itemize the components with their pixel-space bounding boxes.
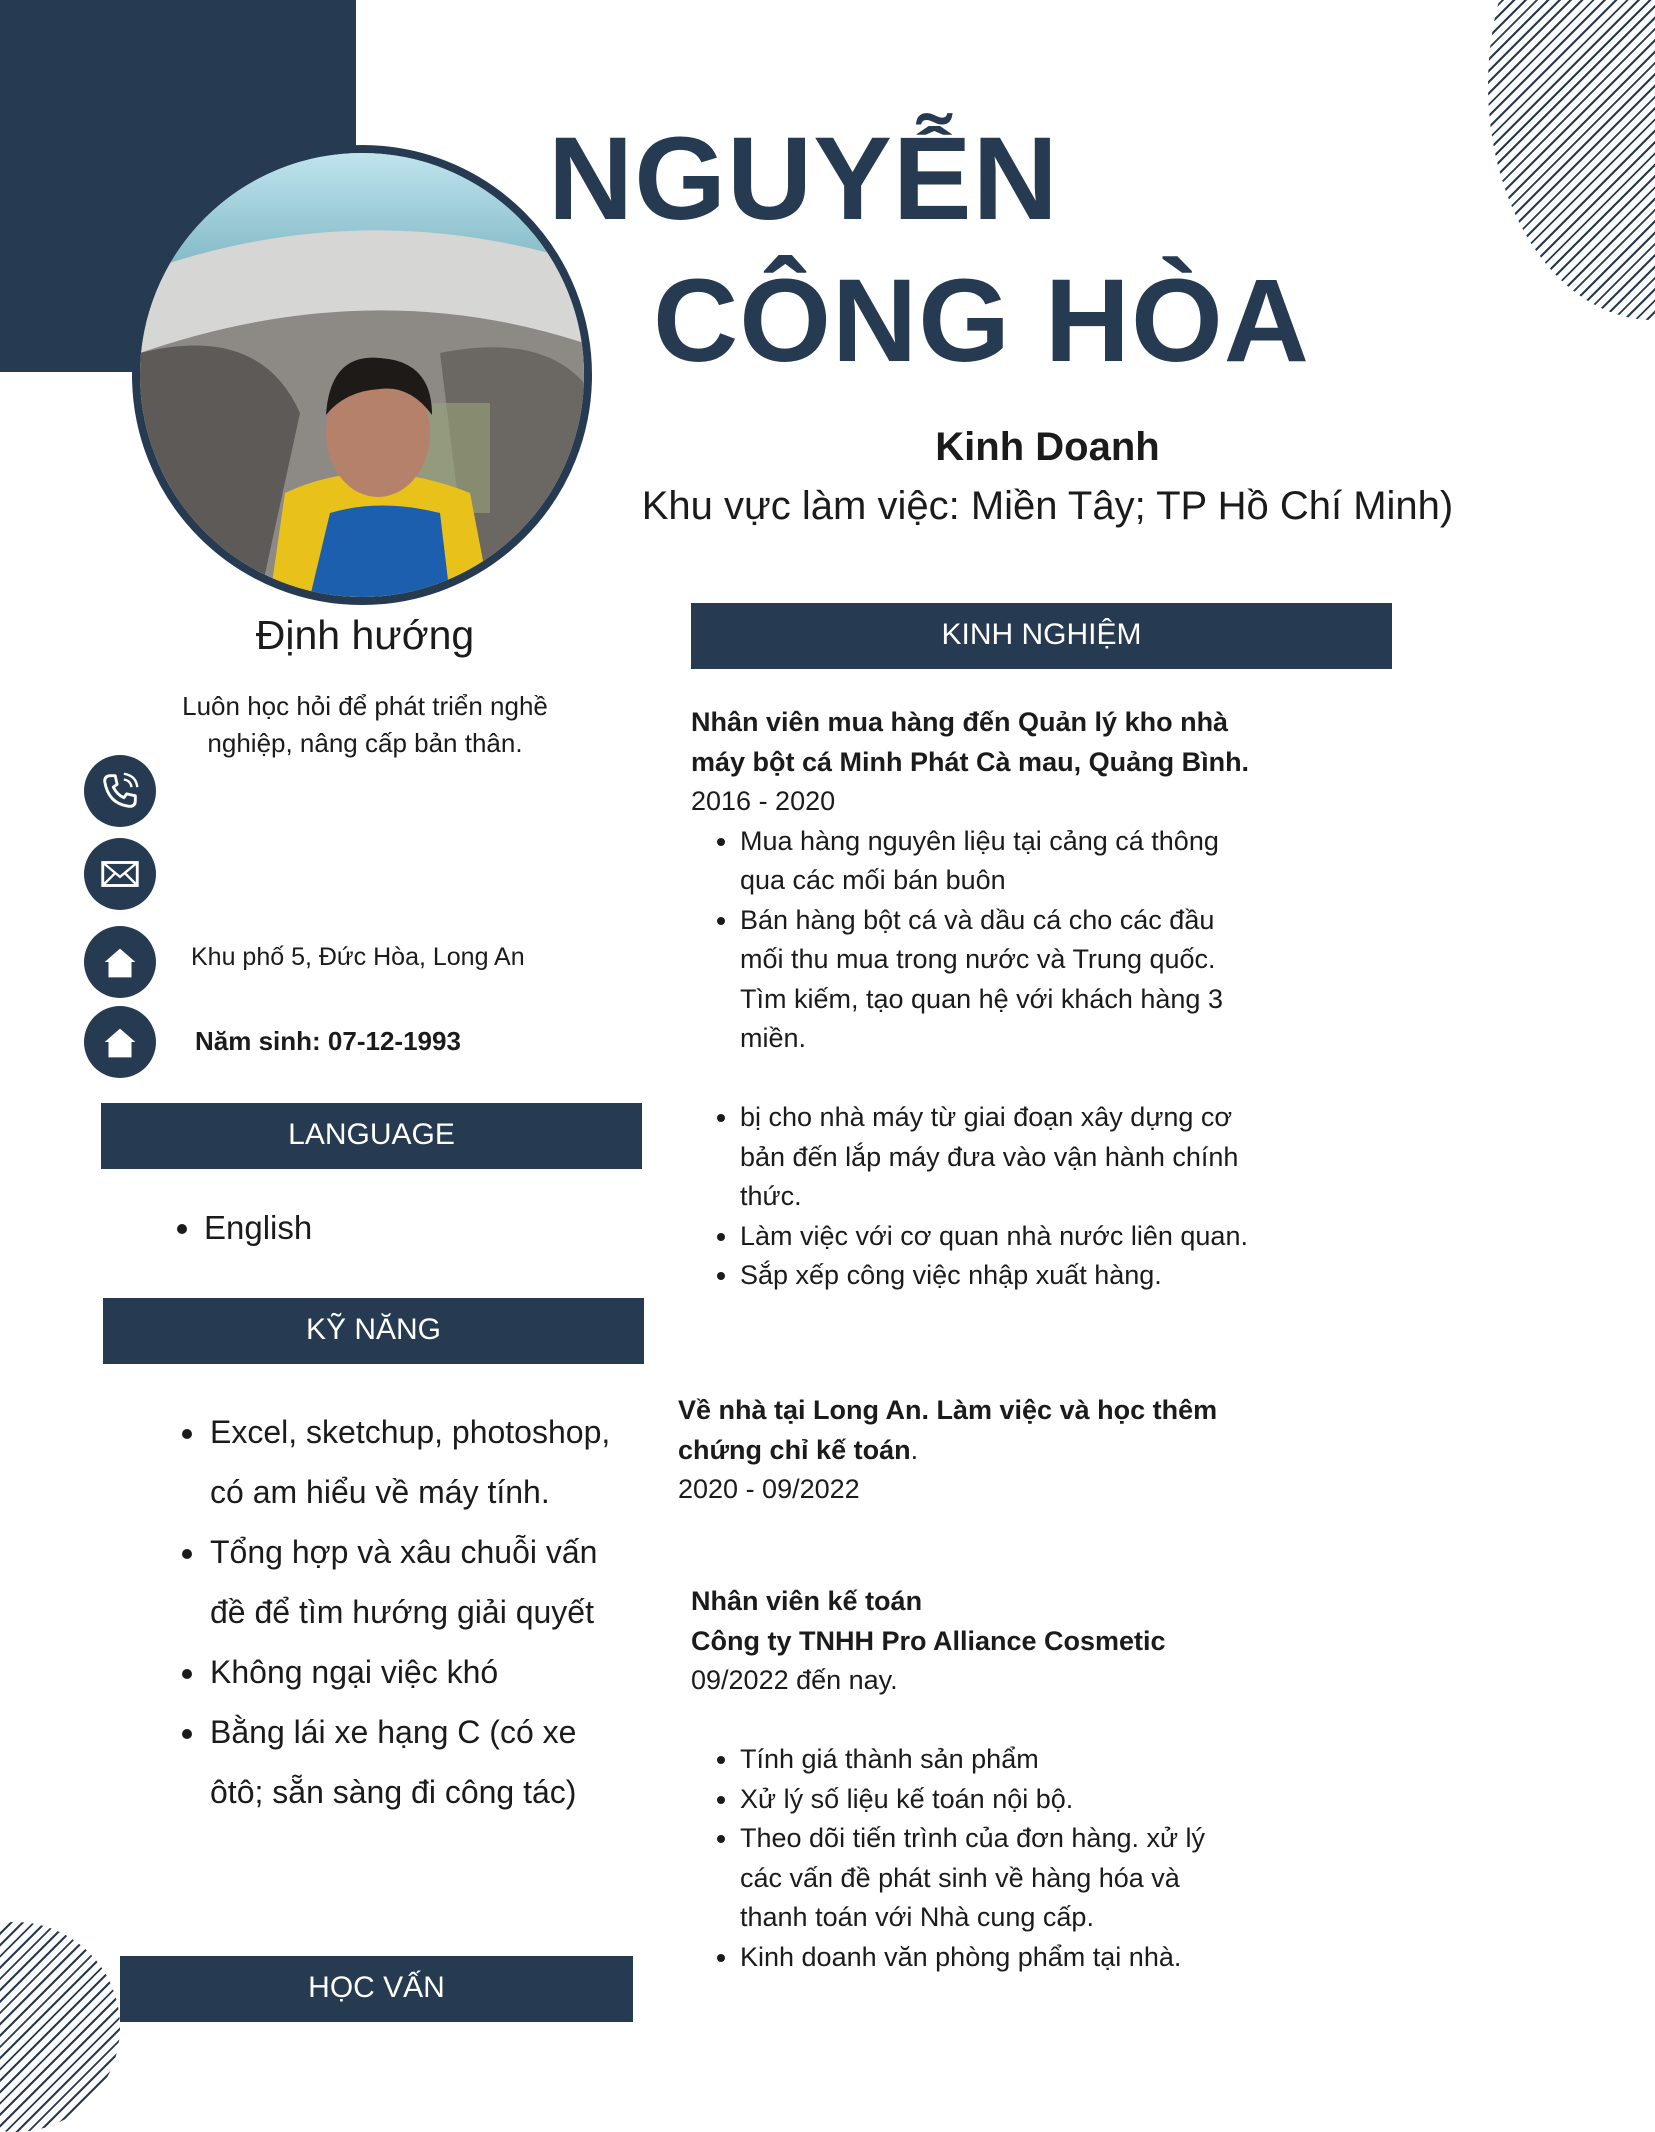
list-item: • Kinh doanh văn phòng phẩm tại nhà. xyxy=(740,1938,1251,1978)
list-item: • Không ngại việc khó xyxy=(208,1642,630,1702)
job-company: Công ty TNHH Pro Alliance Cosmetic xyxy=(691,1625,1166,1656)
job-title: Nhân viên mua hàng đến Quản lý kho nhà máy bột cá Minh Phát Cà mau, Quảng Bình. xyxy=(691,707,1250,777)
list-item: • Tổng hợp và xâu chuỗi vấn đề để tìm hướng giải quyết xyxy=(208,1522,630,1642)
hatched-circle-bottom-left xyxy=(0,1922,120,2132)
phone-icon xyxy=(84,755,156,827)
home-icon xyxy=(84,926,156,998)
list-item: • Excel, sketchup, photoshop, có am hiểu về máy tính. xyxy=(208,1402,630,1522)
name-line-2: CÔNG HÒA xyxy=(653,255,1310,387)
job-period: 2016 - 2020 xyxy=(691,786,836,816)
list-item: • Theo dõi tiến trình của đơn hàng. xử lý các vấn đề phát sinh về hàng hóa và thanh toán với Nhà cung cấp. xyxy=(740,1819,1251,1938)
job-title-suffix: . xyxy=(910,1434,919,1465)
list-item: • English xyxy=(204,1205,312,1251)
home-icon xyxy=(84,1006,156,1078)
job-role: Kinh Doanh xyxy=(935,425,1160,469)
education-heading: HỌC VẤN xyxy=(120,1956,633,2022)
experience-heading: KINH NGHIỆM xyxy=(691,603,1392,669)
profile-photo xyxy=(132,145,592,605)
list-item: • Xử lý số liệu kế toán nội bộ. xyxy=(740,1780,1251,1820)
job-period: 2020 - 09/2022 xyxy=(678,1474,860,1504)
name-line-1: NGUYỄN xyxy=(548,113,1059,245)
list-item: • Bán hàng bột cá và dầu cá cho các đầu mối thu mua trong nước và Trung quốc. Tìm kiếm, tạo quan hệ với khách hàng 3 miền. xyxy=(740,901,1251,1059)
address-value: Khu phố 5, Đức Hòa, Long An xyxy=(191,943,525,971)
skills-list xyxy=(180,1402,630,1822)
work-area: Khu vực làm việc: Miền Tây; TP Hồ Chí Minh) xyxy=(641,484,1454,528)
orientation-heading: Định hướng xyxy=(255,612,475,658)
list-item: • bị cho nhà máy từ giai đoạn xây dựng cơ bản đến lắp máy đưa vào vận hành chính thức. xyxy=(740,1059,1251,1217)
hatched-circle-top-right xyxy=(1488,0,1655,320)
list-item: • Bằng lái xe hạng C (có xe ôtô; sẵn sàng đi công tác) xyxy=(208,1702,630,1822)
job-3 xyxy=(691,1582,1251,1977)
orientation-text: Luôn học hỏi để phát triển nghề nghiệp, nâng cấp bản thân. xyxy=(182,691,548,758)
language-heading: LANGUAGE xyxy=(101,1103,642,1169)
language-list xyxy=(172,1205,312,1251)
mail-icon xyxy=(84,838,156,910)
job-title: Về nhà tại Long An. Làm việc và học thêm chứng chỉ kế toán xyxy=(678,1395,1218,1465)
job-2 xyxy=(678,1391,1238,1510)
skills-heading: KỸ NĂNG xyxy=(103,1298,644,1364)
list-item: • Tính giá thành sản phẩm xyxy=(740,1740,1251,1780)
job-1 xyxy=(691,703,1251,1296)
list-item: • Làm việc với cơ quan nhà nước liên quan. xyxy=(740,1217,1251,1257)
job-period: 09/2022 đến nay. xyxy=(691,1665,898,1695)
job-title: Nhân viên kế toán xyxy=(691,1586,923,1616)
list-item: • Mua hàng nguyên liệu tại cảng cá thông qua các mối bán buôn xyxy=(740,822,1251,901)
birth-year: Năm sinh: 07-12-1993 xyxy=(195,1026,461,1056)
list-item: • Sắp xếp công việc nhập xuất hàng. xyxy=(740,1256,1251,1296)
